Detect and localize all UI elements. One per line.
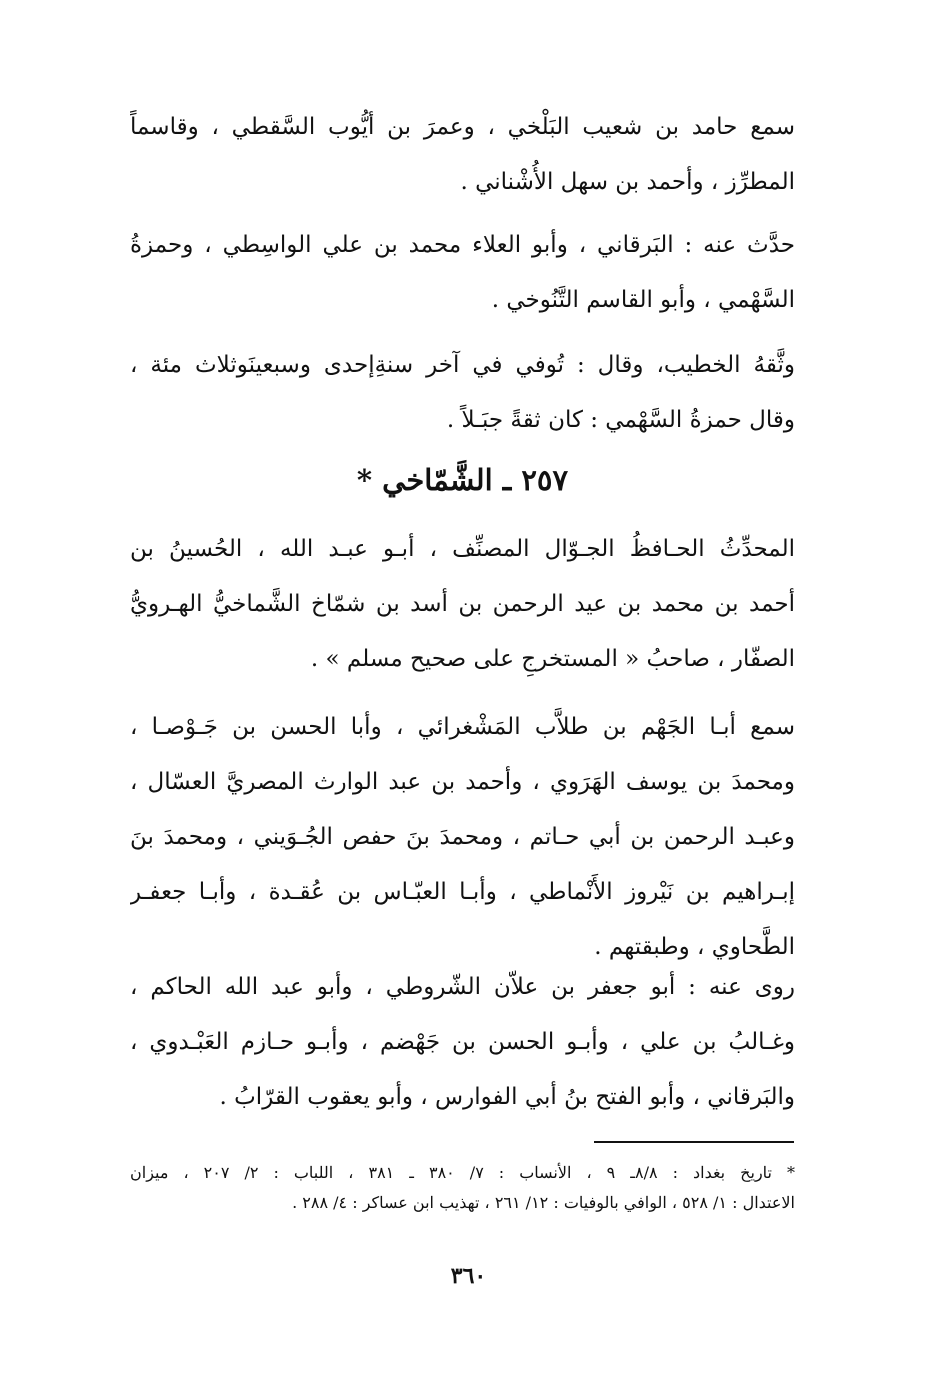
footnote-divider bbox=[594, 1141, 794, 1143]
paragraph-narrators bbox=[130, 218, 795, 328]
paragraph-narrated-by bbox=[130, 960, 795, 1125]
text-line: وعبـد الرحمن بن أبي حـاتم ، ومحمدَ بنَ حفص الجُـوَيني ، ومحمدَ بنَ bbox=[130, 824, 795, 850]
text-line: الصفّار ، صاحبُ « المستخرجِ على صحيح مسلم » . bbox=[310, 646, 795, 672]
text-line: سمع حامد بن شعيب البَلْخي ، وعمرَ بن أيُّوب السَّقطي ، وقاسماً bbox=[130, 114, 795, 140]
footnote-line: الاعتدال : ١/ ٥٢٨ ، الوافي بالوفيات : ١٢/ ٢٦١ ، تهذيب ابن عساكر : ٤/ ٢٨٨ . bbox=[292, 1193, 795, 1212]
text-line: سمع أبـا الجَهْم بن طلاَّب المَشْغرائي ، وأبا الحسن بن جَـوْصـا ، bbox=[130, 714, 795, 740]
text-line: السَّهْمي ، وأبو القاسم التَّنُوخي . bbox=[491, 287, 795, 313]
text-line: وقال حمزةُ السَّهْمي : كان ثقةً جبَـلاً . bbox=[446, 407, 795, 433]
paragraph-heard-from bbox=[130, 700, 795, 975]
paragraph-biography bbox=[130, 522, 795, 687]
page-number: ٣٦٠ bbox=[450, 1263, 487, 1289]
text-line: المطرِّز ، وأحمد بن سهل الأُشْناني . bbox=[460, 169, 795, 195]
text-line: المحدِّثُ الحـافظُ الجـوّال المصنِّف ، أبـو عبـد الله ، الحُسينُ بن bbox=[130, 536, 795, 562]
text-line: والبَرقاني ، وأبو الفتح بنُ أبي الفوارس ، وأبو يعقوب القرّابُ . bbox=[219, 1084, 795, 1110]
text-line: إبـراهيم بن نَيْروز الأَنْماطي ، وأبـا العبّـاس بن عُقـدة ، وأبـا جعفـر bbox=[130, 879, 795, 905]
paragraph-teachers bbox=[130, 100, 795, 210]
text-line: وثَّقهُ الخطيب، وقال : تُوفي في آخر سنةِإحدى وسبعينَوثلاث مئة ، bbox=[130, 352, 795, 378]
text-line: وغـالبُ بن علي ، وأبـو الحسن بن جَهْضم ، وأبـو حـازم العَبْـدوي ، bbox=[130, 1029, 795, 1055]
footnote-line: * تاريخ بغداد : ٨/٨ـ ٩ ، الأنساب : ٧/ ٣٨٠ ـ ٣٨١ ، اللباب : ٢/ ٢٠٧ ، ميزان bbox=[130, 1163, 795, 1182]
footnote bbox=[130, 1158, 795, 1218]
text-line: حدَّث عنه : البَرقاني ، وأبو العلاء محمد بن علي الواسِطي ، وحمزةُ bbox=[130, 232, 795, 258]
text-line: ومحمدَ بن يوسف الهَرَوي ، وأحمد بن عبد الوارث المصريَّ العسّال ، bbox=[130, 769, 795, 795]
text-line: أحمد بن محمد بن عيد الرحمن بن أسد بن شمّاخ الشَّماخيُّ الهـرويُّ bbox=[130, 591, 795, 617]
paragraph-death bbox=[130, 338, 795, 448]
entry-heading: ٢٥٧ ـ الشَّمّاخي * bbox=[356, 463, 569, 497]
text-line: روى عنه : أبو جعفر بن علاّن الشّروطي ، وأبو عبد الله الحاكم ، bbox=[130, 974, 795, 1000]
text-line: الطَّحاوي ، وطبقتهم . bbox=[594, 934, 795, 960]
